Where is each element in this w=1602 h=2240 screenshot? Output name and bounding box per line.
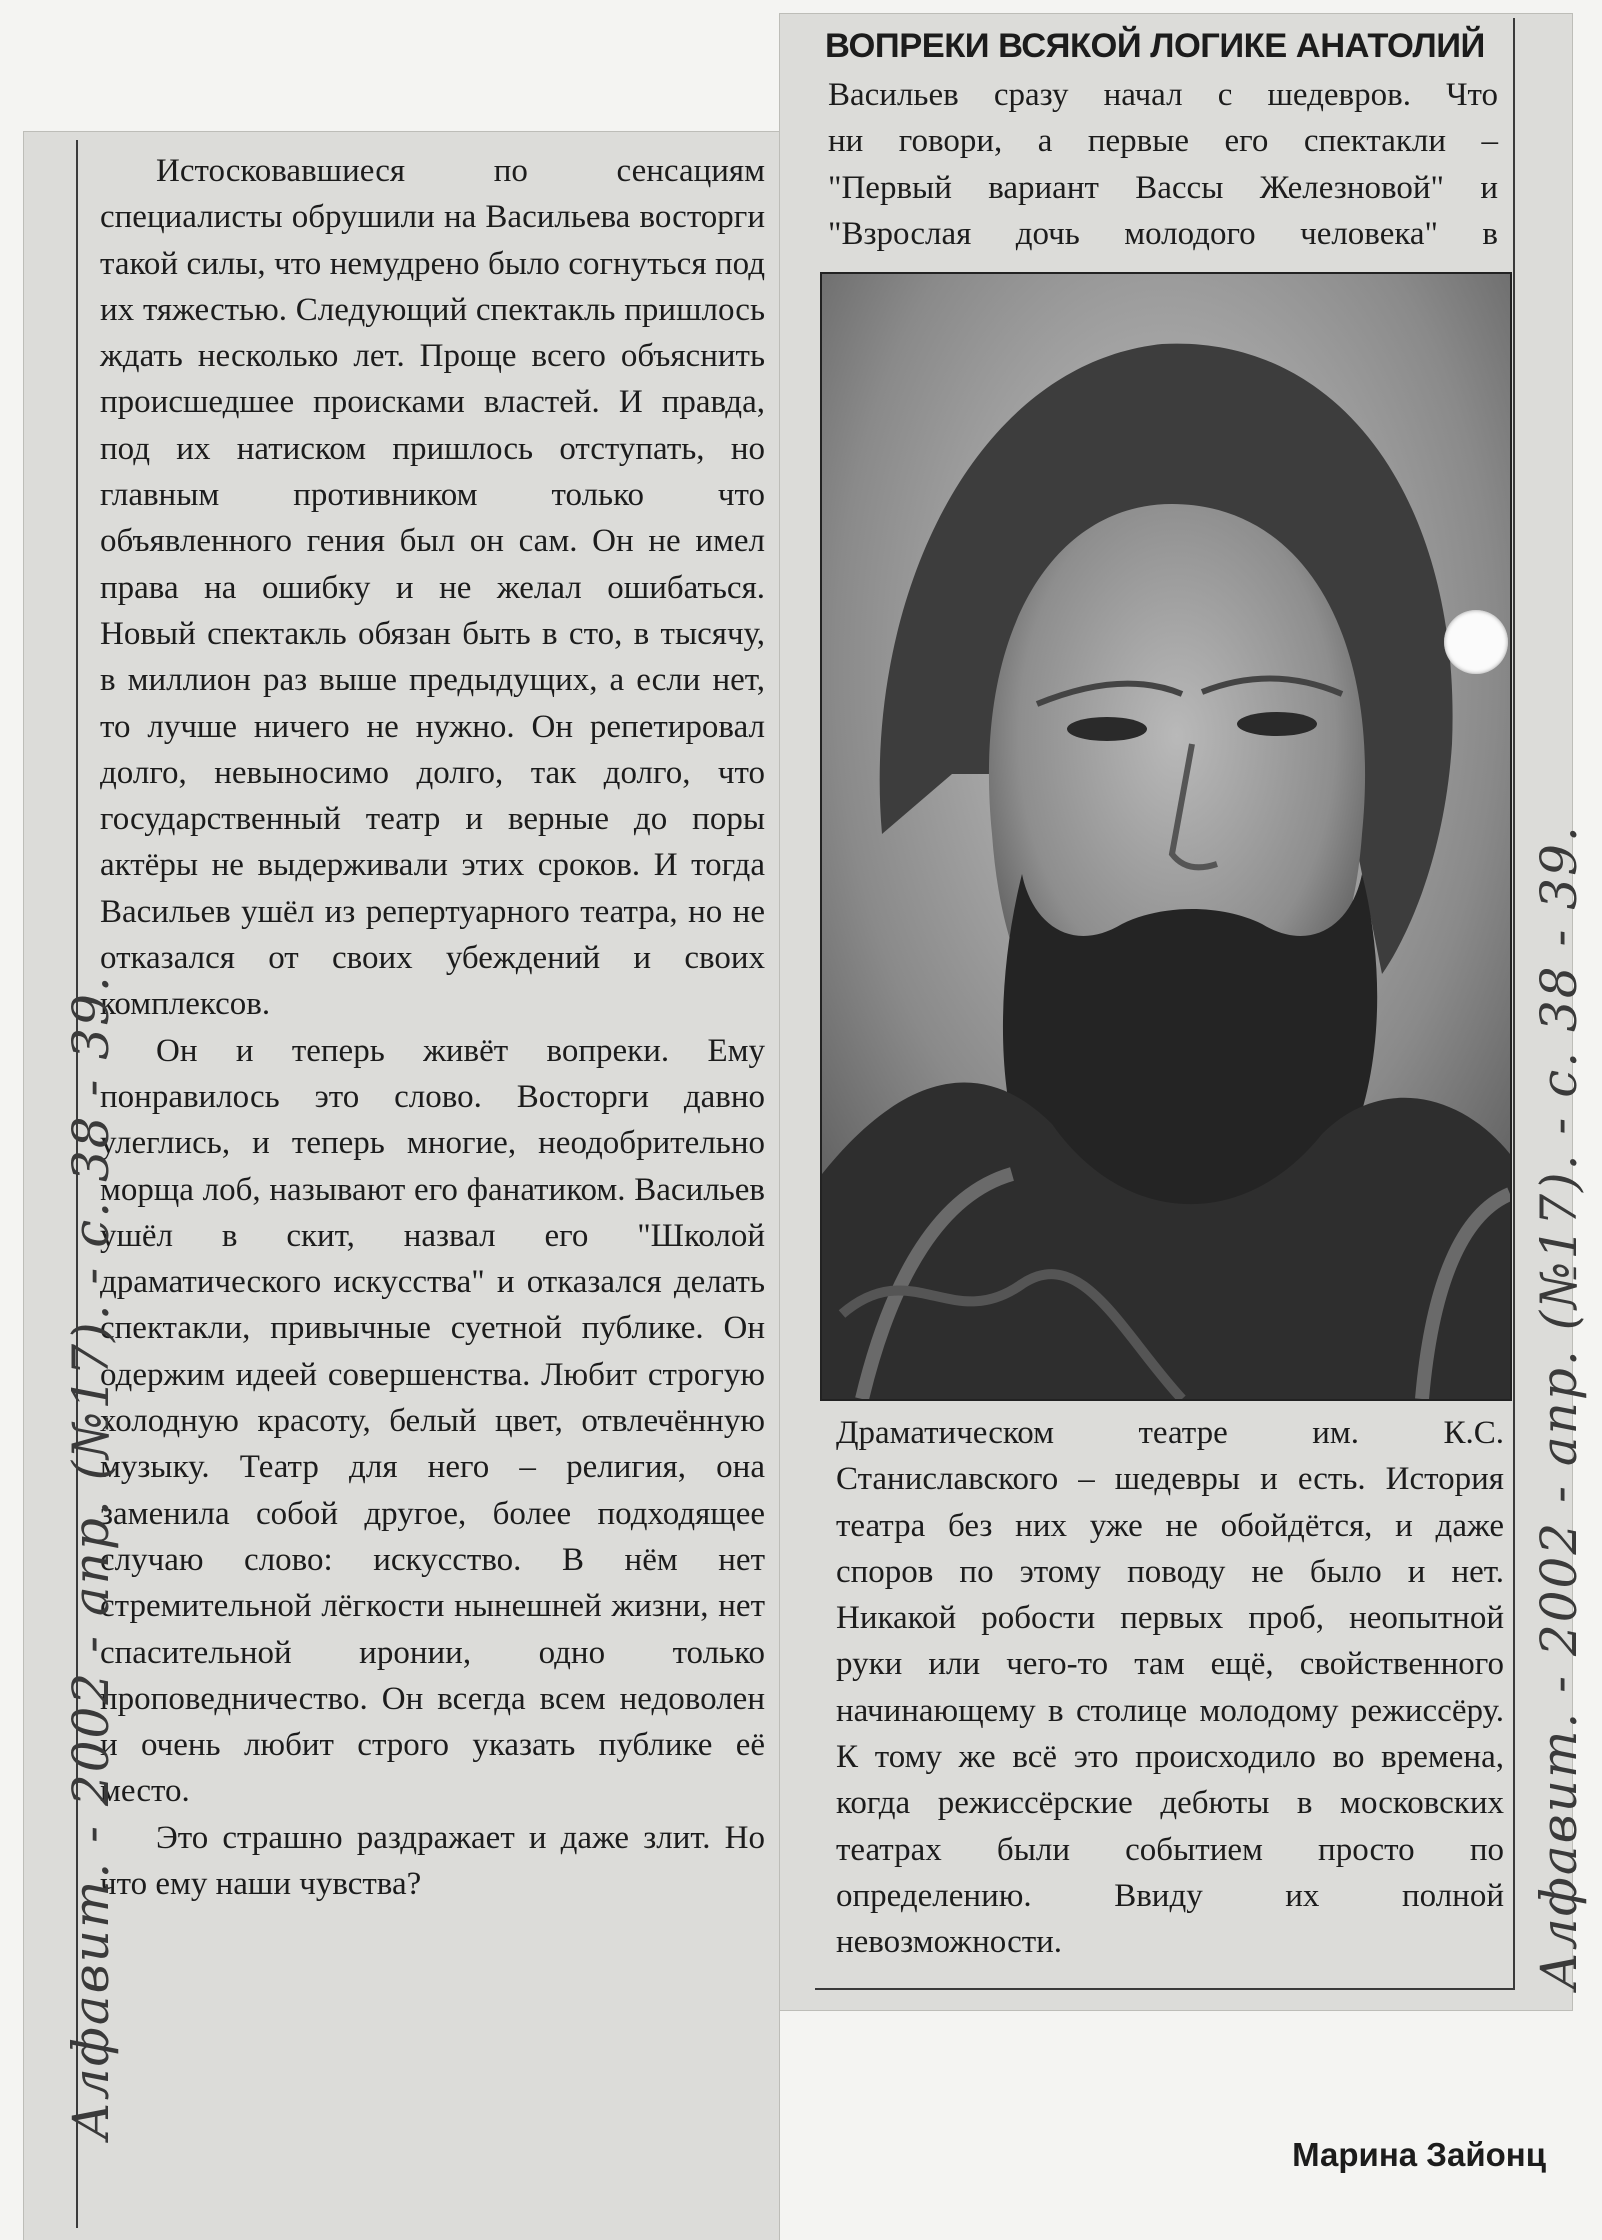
text-line: Васильев сразу начал с шедевров. Что xyxy=(828,77,1498,113)
paragraph: Это страшно раздражает и даже злит. Но что ему наши чувства? xyxy=(100,1819,765,1902)
punch-hole xyxy=(1444,610,1508,674)
portrait-photo xyxy=(820,272,1512,1401)
portrait-image xyxy=(822,274,1510,1399)
handwritten-note-left: Алфавит. - 2002 - апр. (№17). - с. 38 - 39. xyxy=(62,974,120,2140)
left-column-text xyxy=(100,148,765,1907)
text-line: "Взрослая дочь молодого человека" в xyxy=(828,215,1498,252)
paragraph: Он и теперь живёт вопреки. Ему понравилось это слово. Восторги давно улеглись, и теперь многие, неодобрительно морща лоб, называют его фанатиком. Васильев ушёл в скит, назвал его "Школой драматического искусства" и отказался делать спектакли, привычные суетной публике. Он одержим идеей совершенства. Любит строгую холодную красоту, белый цвет, отвлечённую музыку. Театр для него – религия, она заменила собой другое, более подходящее случаю слово: искусство. В нём нет стремительной лёгкости нынешней жизни, нет спасительной иронии, одно только проповедничество. Он всегда всем недоволен и очень любит строго указать публике её место. xyxy=(100,1032,765,1810)
right-column-top-text xyxy=(828,72,1498,257)
right-column-bottom-text xyxy=(836,1410,1504,1966)
text-line: ни говори, а первые его спектакли – xyxy=(828,123,1498,160)
article-headline: ВОПРЕКИ ВСЯКОЙ ЛОГИКЕ АНАТОЛИЙ xyxy=(825,27,1485,65)
paragraph: Драматическом театре им. К.С. Станиславского – шедевры и есть. История театра без них уже не обойдётся, и даже споров по этому поводу не было и нет. Никакой робости первых проб, неопытной руки или чего-то там ещё, свойственного начинающему в столице молодому режиссёру. К тому же всё это происходило во времена, когда режиссёрские дебюты в московских театрах были событием просто по определению. Ввиду их полной невозможности. xyxy=(836,1415,1504,1961)
text-line: "Первый вариант Вассы Железновой" и xyxy=(828,169,1498,206)
handwritten-note-right: Алфавит. - 2002 - апр. (№17). - с. 38 - 39. xyxy=(1530,824,1588,1990)
author-signature: Марина Зайонц xyxy=(1292,2136,1546,2173)
paragraph: Истосковавшиеся по сенсациям специалисты обрушили на Васильева восторги такой силы, что немудрено было согнуться под их тяжестью. Следующий спектакль пришлось ждать несколько лет. Проще всего объяснить происшедшее происками властей. И правда, под их натиском пришлось отступать, но главным противником только что объявленного гения был он сам. Он не имел права на ошибку и не желал ошибаться. Новый спектакль обязан быть в сто, в тысячу, в миллион раз выше предыдущих, а если нет, то лучше ничего не нужно. Он репетировал долго, невыносимо долго, так долго, что государственный театр и верные до поры актёры не выдерживали этих сроков. И тогда Васильев ушёл из репертуарного театра, но не отказался от своих убеждений и своих комплексов. xyxy=(100,153,765,1023)
